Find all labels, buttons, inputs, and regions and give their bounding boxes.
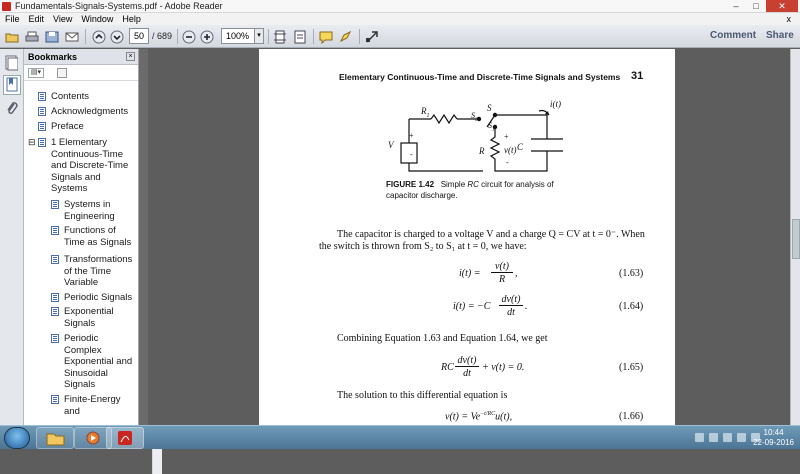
bookmark-item[interactable]: Finite-Energy [64, 394, 121, 405]
label-s2 [471, 111, 478, 123]
sticky-note-icon[interactable] [318, 28, 334, 45]
close-document-button[interactable]: x [786, 14, 791, 24]
bookmark-item[interactable]: and [64, 405, 80, 417]
tray-arrow-icon[interactable] [695, 433, 704, 442]
eq-166 [445, 411, 512, 422]
paragraph-1-line-2: the switch is thrown from S₂ to S₁ at t = 0, we have: [319, 241, 527, 252]
label-current: i(t) [550, 99, 561, 109]
zoom-dropdown-icon[interactable]: ▾ [254, 28, 264, 44]
label-s1-letter: S [488, 121, 492, 130]
caption-part-c: circuit for analysis of [481, 180, 554, 189]
tray-network-icon[interactable] [709, 433, 718, 442]
page-thumbnails-icon[interactable] [5, 55, 18, 74]
tray-battery-icon[interactable] [737, 433, 746, 442]
bookmark-item[interactable]: Periodic [64, 333, 99, 344]
label-source-v: V [388, 140, 394, 150]
save-icon[interactable] [44, 28, 60, 45]
document-area [148, 49, 800, 425]
eq-164-numerator: dv(t) [499, 294, 523, 306]
label-r1 [421, 106, 430, 119]
bookmark-item[interactable]: Signals and [51, 171, 101, 183]
page-count: / 689 [152, 31, 173, 41]
bookmark-item[interactable]: Periodic Signals [64, 292, 133, 303]
menu-edit[interactable]: Edit [28, 14, 45, 24]
eq-165-lhs: RC [441, 362, 454, 373]
previous-page-icon[interactable] [91, 28, 107, 45]
bookmark-item[interactable]: and Discrete-Time [51, 160, 129, 171]
bookmark-item[interactable]: Variable [64, 277, 99, 288]
eq-164-tail: . [525, 301, 528, 312]
expand-bookmark-icon[interactable] [57, 68, 67, 78]
start-button-icon[interactable] [4, 427, 30, 449]
eq-166-exponent: −t/RC [480, 411, 496, 417]
eq-163-lhs: i(t) = [459, 268, 481, 279]
menu-window[interactable]: Window [81, 14, 114, 24]
menu-file[interactable]: File [5, 14, 20, 24]
minimize-button[interactable]: – [733, 1, 739, 11]
print-icon[interactable] [24, 28, 40, 45]
bookmark-item[interactable]: Time as Signals [64, 236, 132, 248]
title-bar [0, 0, 800, 13]
expand-icon[interactable] [364, 28, 380, 45]
caption-part-b: RC [467, 180, 479, 189]
open-icon[interactable] [4, 28, 20, 45]
bookmark-item[interactable]: of the Time [64, 265, 111, 277]
bookmark-item[interactable]: 1 Elementary [51, 137, 107, 148]
label-r1-letter: R [421, 106, 427, 116]
clock-date: 22-09-2016 [753, 438, 794, 447]
bookmarks-header [24, 49, 138, 65]
bookmark-icon [38, 122, 46, 131]
label-s2-letter: S [471, 111, 475, 120]
running-head: Elementary Continuous-Time and Discrete-Time Signals and Systems [339, 72, 621, 82]
clock[interactable] [753, 428, 794, 448]
label-s2-sub: 2 [475, 117, 478, 123]
bookmark-icon [51, 293, 59, 302]
eq-165-denominator: dt [463, 368, 471, 379]
bookmark-item[interactable]: Complex [64, 344, 102, 356]
document-scroll-thumb[interactable] [792, 219, 800, 259]
bookmark-item[interactable]: Exponential and [64, 356, 133, 367]
eq-165-tail: + v(t) = 0. [482, 362, 525, 373]
figure-caption [386, 180, 554, 189]
figure-label: FIGURE 1.42 [386, 180, 435, 189]
bookmark-item[interactable]: Sinusoidal [64, 367, 108, 379]
caption-part-a: Simple [440, 180, 466, 189]
taskbar-explorer-icon[interactable] [36, 427, 74, 449]
tray-flag-icon[interactable] [723, 433, 732, 442]
eq-164-denominator: dt [507, 307, 515, 318]
toolbar [0, 25, 800, 48]
label-plus-r: + [504, 132, 509, 141]
bookmark-item[interactable]: Continuous-Time [51, 148, 123, 160]
bookmark-item[interactable]: Exponential [64, 306, 114, 317]
label-r1-sub: 1 [426, 112, 430, 119]
bookmark-icon [51, 200, 59, 209]
adobe-reader-icon [2, 2, 11, 11]
bookmarks-toolbar [24, 65, 138, 81]
attachments-icon[interactable] [5, 101, 18, 120]
taskbar-adobe-reader-icon[interactable] [106, 427, 144, 449]
bookmark-icon [51, 395, 59, 404]
zoom-level-input[interactable]: 100% [221, 28, 255, 44]
comment-button[interactable]: Comment [710, 30, 757, 41]
label-minus-source: - [410, 150, 413, 159]
bookmark-icon [51, 307, 59, 316]
bookmark-icon [38, 92, 46, 101]
email-icon[interactable] [64, 28, 80, 45]
pdf-page [259, 49, 675, 425]
bookmark-item[interactable]: Contents [51, 91, 90, 102]
bookmark-item[interactable]: Signals [64, 379, 96, 390]
bookmark-item[interactable]: Signals [64, 317, 96, 329]
bookmark-icon [38, 138, 46, 147]
label-vt: v(t) [504, 145, 517, 155]
page-number-input[interactable]: 50 [129, 28, 149, 44]
eq-163-numerator: v(t) [491, 261, 513, 273]
fit-page-icon[interactable] [272, 28, 288, 45]
collapse-toggle-icon[interactable]: ⊟ [28, 137, 36, 147]
eq-163-tail: , [515, 268, 518, 279]
figure-caption-line2: capacitor discharge. [386, 191, 458, 200]
zoom-out-icon[interactable] [181, 28, 197, 45]
bookmark-item[interactable]: Functions of [64, 225, 116, 236]
label-s1 [488, 121, 495, 133]
bookmark-item[interactable]: Systems [51, 183, 88, 194]
bookmarks-panel [24, 49, 139, 425]
panel-splitter[interactable] [139, 49, 148, 425]
label-r: R [479, 146, 485, 156]
eq-165-numerator: dv(t) [455, 355, 479, 367]
eq-166-tail: u(t), [495, 411, 513, 423]
next-page-icon[interactable] [109, 28, 125, 45]
eq-164-label: (1.64) [619, 301, 644, 312]
bookmarks-icon[interactable] [3, 75, 21, 95]
system-tray [695, 433, 760, 442]
highlight-icon[interactable] [338, 28, 354, 45]
label-plus-source: + [409, 131, 414, 140]
eq-166-main: v(t) = Ve [445, 411, 481, 423]
close-panel-icon[interactable]: × [126, 52, 135, 61]
bookmarks-title: Bookmarks [28, 52, 78, 62]
menu-help[interactable]: Help [122, 14, 141, 24]
clock-time: 10:44 [763, 428, 784, 437]
eq-164-lhs: i(t) = −C [453, 301, 491, 312]
bookmark-item[interactable]: Systems in [64, 199, 111, 210]
menu-view[interactable]: View [53, 14, 73, 24]
document-scrollbar[interactable] [790, 49, 800, 425]
taskbar [0, 425, 800, 449]
label-s: S [487, 103, 492, 113]
menu-bar [0, 13, 800, 25]
paragraph-2: Combining Equation 1.63 and Equation 1.64, we get [337, 333, 548, 344]
zoom-in-icon[interactable] [199, 28, 215, 45]
maximize-button[interactable]: □ [753, 1, 759, 11]
eq-165-label: (1.65) [619, 362, 644, 373]
bookmark-item[interactable]: Transformations [64, 254, 133, 265]
bookmark-icon [38, 107, 46, 116]
label-minus-r: - [506, 158, 509, 167]
label-c: C [517, 142, 524, 152]
bookmark-icon [51, 334, 59, 343]
eq-163-label: (1.63) [619, 268, 644, 279]
bookmark-item[interactable]: Preface [51, 121, 84, 132]
paragraph-1-line-1: The capacitor is charged to a voltage V and a charge Q = CV at t = 0⁻. When [337, 229, 645, 240]
bookmark-icon [51, 255, 59, 264]
eq-166-label: (1.66) [619, 411, 644, 422]
bookmark-item[interactable]: Acknowledgments [51, 106, 129, 117]
fit-width-icon[interactable] [292, 28, 308, 45]
close-window-button[interactable]: ✕ [766, 0, 798, 12]
window-controls [726, 0, 798, 13]
navigation-pane-strip [0, 49, 24, 425]
options-menu-icon[interactable]: ▤▾ [28, 68, 44, 78]
eq-163-denominator: R [498, 274, 506, 285]
paragraph-3: The solution to this differential equation is [337, 390, 508, 401]
window-title: Fundamentals-Signals-Systems.pdf - Adobe Reader [15, 1, 223, 11]
bookmark-icon [51, 226, 59, 235]
page-number: 31 [631, 70, 644, 82]
share-button[interactable]: Share [766, 30, 794, 41]
label-s1-sub: 1 [492, 127, 495, 133]
bookmark-item[interactable]: Engineering [64, 210, 115, 222]
